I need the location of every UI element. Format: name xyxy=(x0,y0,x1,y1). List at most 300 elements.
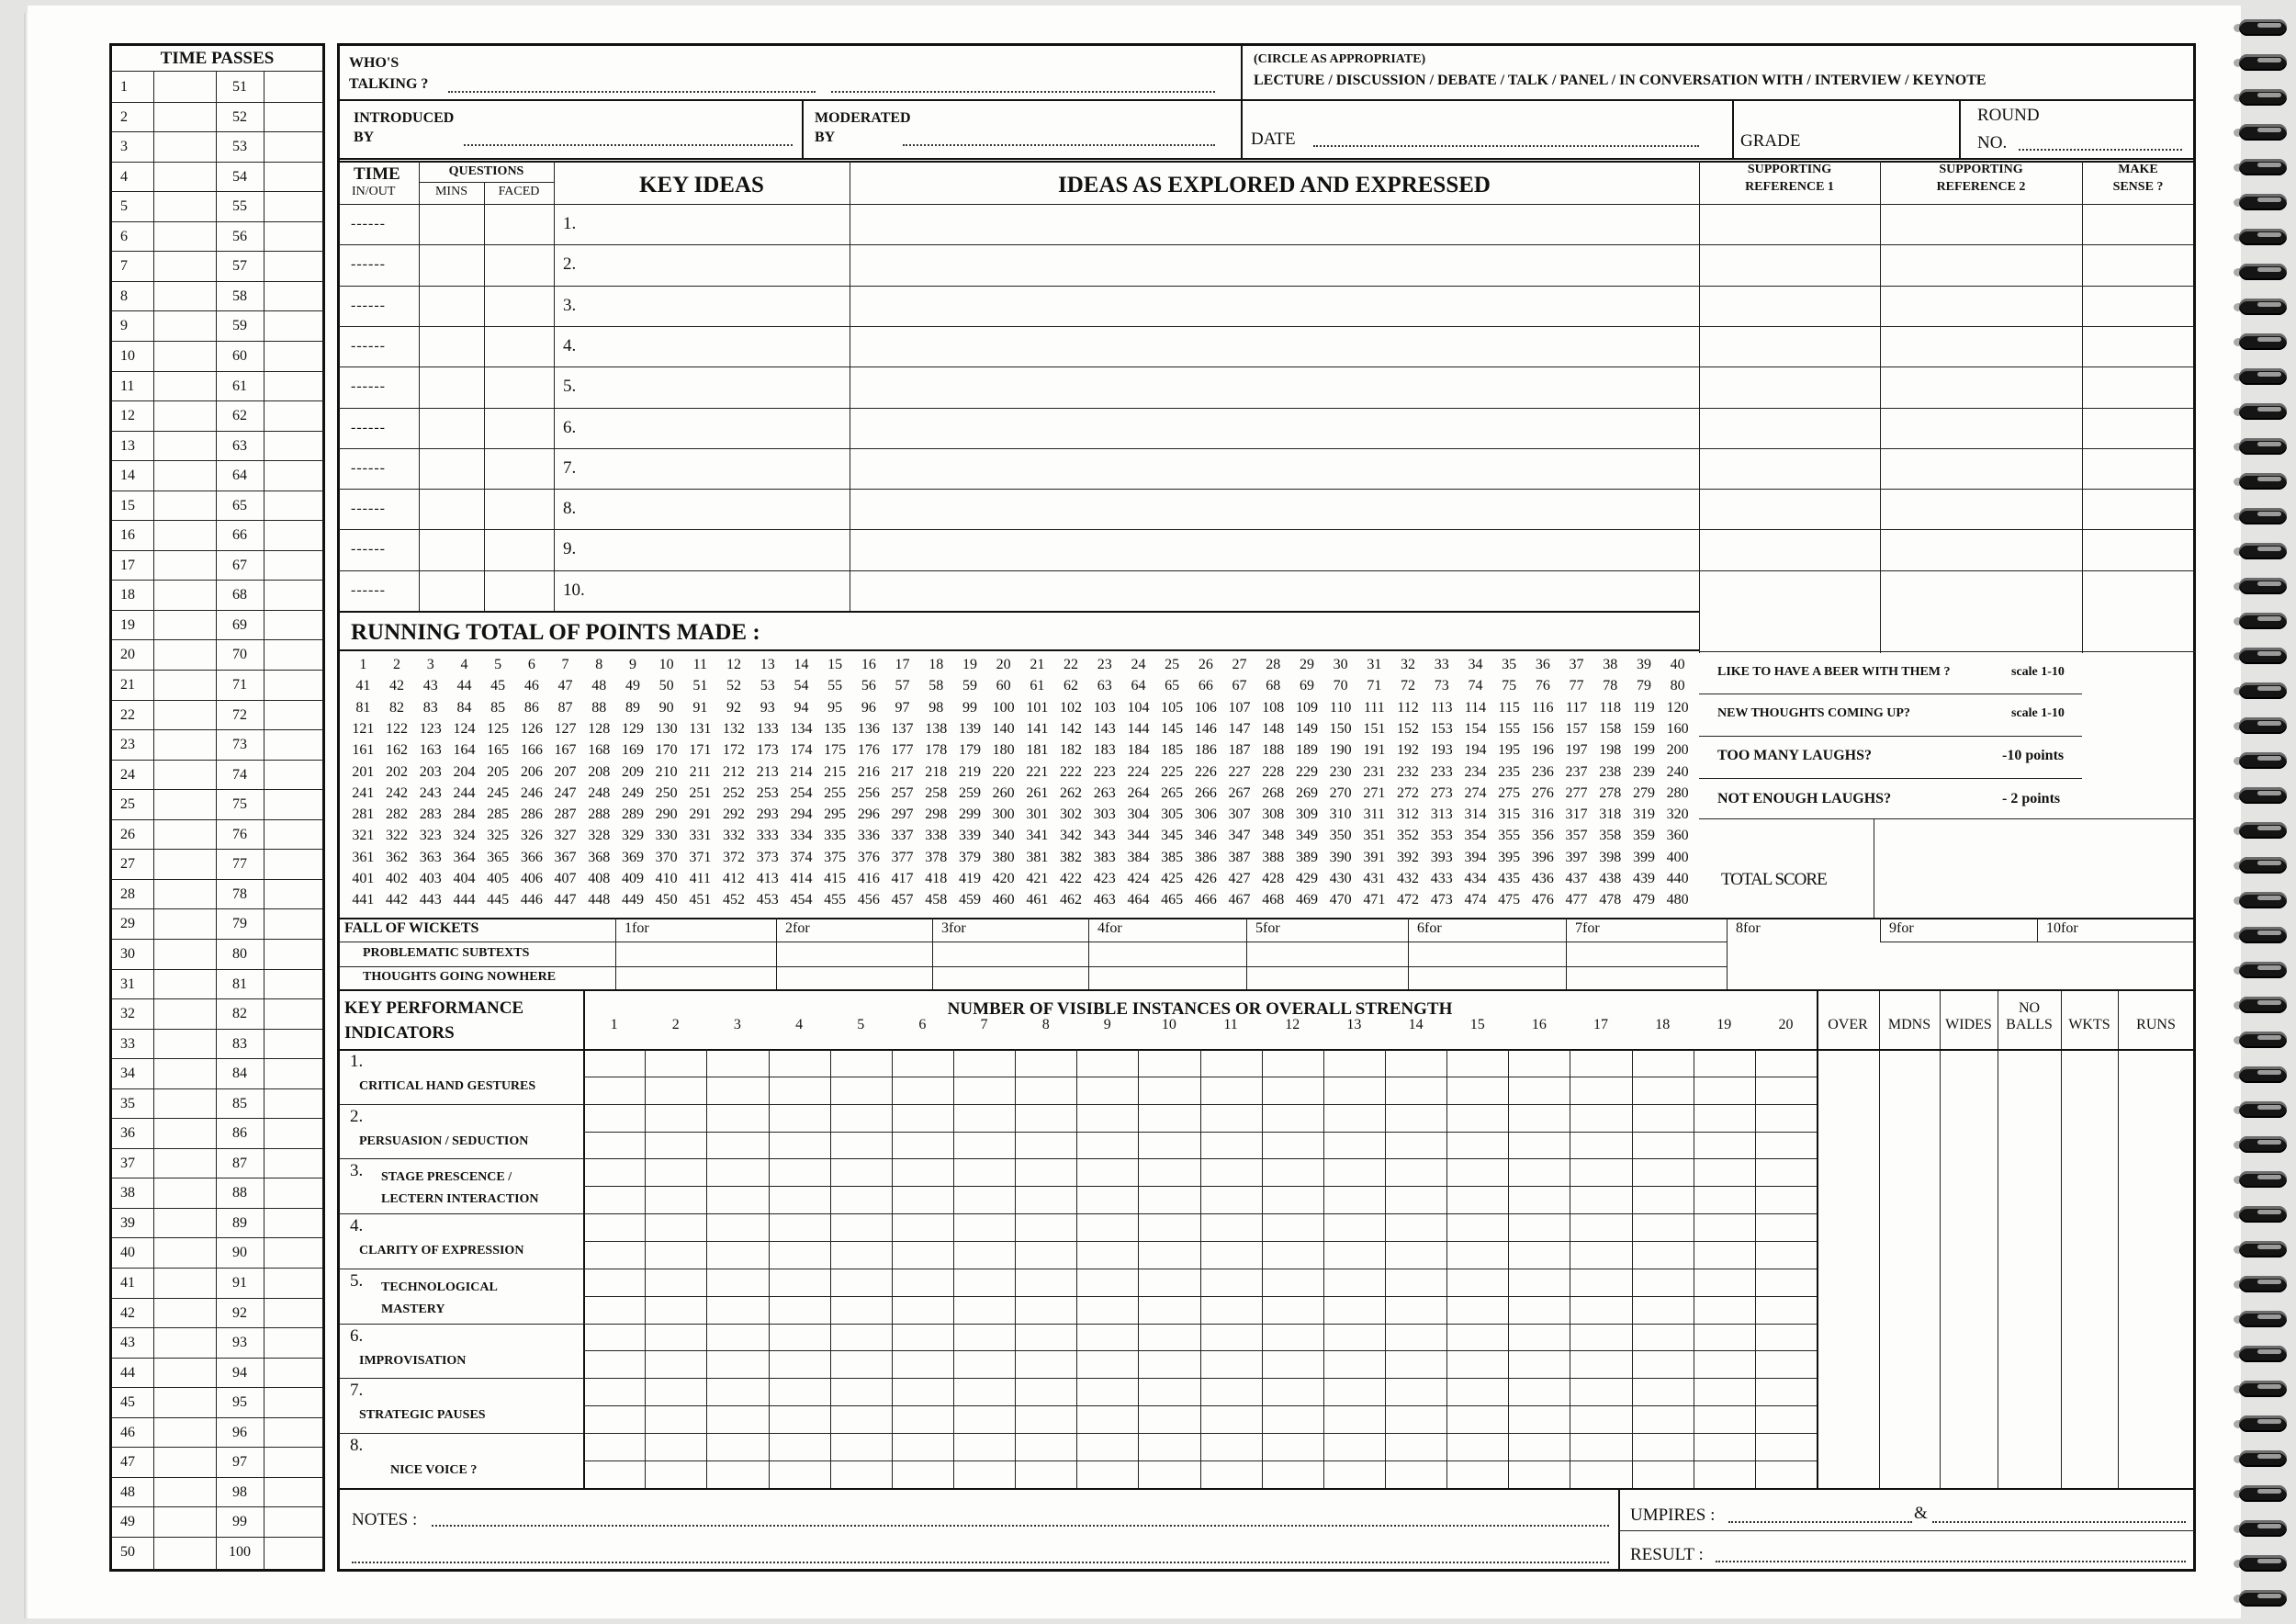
point-number[interactable]: 419 xyxy=(958,871,981,886)
point-number[interactable]: 303 xyxy=(1093,806,1116,823)
point-number[interactable]: 321 xyxy=(352,828,375,844)
point-number[interactable]: 310 xyxy=(1329,806,1352,823)
point-number[interactable]: 24 xyxy=(1131,657,1146,672)
point-number[interactable]: 241 xyxy=(352,784,375,801)
time-in-out-field[interactable]: ------ xyxy=(351,378,386,395)
point-number[interactable]: 323 xyxy=(419,828,442,844)
point-number[interactable]: 74 xyxy=(1468,678,1483,694)
point-number[interactable]: 187 xyxy=(1228,742,1251,759)
point-number[interactable]: 465 xyxy=(1161,892,1184,908)
point-number[interactable]: 16 xyxy=(861,657,876,672)
time-in-out-field[interactable]: ------ xyxy=(351,541,386,558)
point-number[interactable]: 85 xyxy=(490,699,506,716)
moderated-by-field[interactable] xyxy=(903,144,1215,146)
point-number[interactable]: 319 xyxy=(1632,806,1655,823)
point-number[interactable]: 17 xyxy=(895,657,910,672)
point-number[interactable]: 468 xyxy=(1262,892,1285,908)
point-number[interactable]: 122 xyxy=(386,720,409,737)
point-number[interactable]: 287 xyxy=(554,806,577,823)
point-number[interactable]: 185 xyxy=(1161,742,1184,759)
point-number[interactable]: 408 xyxy=(588,871,611,886)
point-number[interactable]: 266 xyxy=(1194,784,1217,801)
point-number[interactable]: 455 xyxy=(824,892,847,908)
point-number[interactable]: 374 xyxy=(790,849,813,865)
point-number[interactable]: 176 xyxy=(857,742,880,759)
point-number[interactable]: 439 xyxy=(1632,871,1655,886)
point-number[interactable]: 458 xyxy=(925,892,948,908)
whos-talking-field[interactable] xyxy=(448,91,816,93)
point-number[interactable]: 232 xyxy=(1397,763,1420,780)
point-number[interactable]: 298 xyxy=(925,806,948,823)
point-number[interactable]: 347 xyxy=(1228,828,1251,844)
point-number[interactable]: 432 xyxy=(1397,871,1420,886)
point-number[interactable]: 375 xyxy=(824,849,847,865)
point-number[interactable]: 107 xyxy=(1228,699,1251,716)
point-number[interactable]: 40 xyxy=(1670,657,1685,672)
point-number[interactable]: 101 xyxy=(1026,699,1049,716)
point-number[interactable]: 211 xyxy=(689,763,712,780)
point-number[interactable]: 334 xyxy=(790,828,813,844)
point-number[interactable]: 152 xyxy=(1397,720,1420,737)
point-number[interactable]: 181 xyxy=(1026,742,1049,759)
point-number[interactable]: 383 xyxy=(1093,849,1116,865)
point-number[interactable]: 207 xyxy=(554,763,577,780)
point-number[interactable]: 167 xyxy=(554,742,577,759)
point-number[interactable]: 36 xyxy=(1535,657,1550,672)
point-number[interactable]: 228 xyxy=(1262,763,1285,780)
point-number[interactable]: 314 xyxy=(1464,806,1487,823)
point-number[interactable]: 256 xyxy=(857,784,880,801)
point-number[interactable]: 112 xyxy=(1397,699,1419,716)
point-number[interactable]: 297 xyxy=(891,806,914,823)
point-number[interactable]: 65 xyxy=(1165,678,1180,694)
point-number[interactable]: 291 xyxy=(689,806,712,823)
point-number[interactable]: 236 xyxy=(1531,763,1554,780)
point-number[interactable]: 352 xyxy=(1397,828,1420,844)
point-number[interactable]: 264 xyxy=(1127,784,1150,801)
wicket-cell[interactable]: 7for xyxy=(1575,920,1600,936)
idea-explored-field[interactable] xyxy=(854,531,1694,568)
point-number[interactable]: 449 xyxy=(621,892,644,908)
point-number[interactable]: 479 xyxy=(1632,892,1655,908)
point-number[interactable]: 11 xyxy=(692,657,708,672)
point-number[interactable]: 351 xyxy=(1363,828,1386,844)
idea-explored-field[interactable] xyxy=(854,288,1694,324)
point-number[interactable]: 294 xyxy=(790,806,813,823)
point-number[interactable]: 171 xyxy=(689,742,712,759)
point-number[interactable]: 8 xyxy=(595,657,603,672)
point-number[interactable]: 425 xyxy=(1161,871,1184,886)
point-number[interactable]: 293 xyxy=(756,806,779,823)
point-number[interactable]: 128 xyxy=(588,720,611,737)
point-number[interactable]: 262 xyxy=(1060,784,1083,801)
point-number[interactable]: 389 xyxy=(1295,849,1318,865)
point-number[interactable]: 365 xyxy=(487,849,510,865)
point-number[interactable]: 364 xyxy=(453,849,476,865)
point-number[interactable]: 420 xyxy=(992,871,1015,886)
point-number[interactable]: 338 xyxy=(925,828,948,844)
point-number[interactable]: 384 xyxy=(1127,849,1150,865)
talk-format-options[interactable]: LECTURE / DISCUSSION / DEBATE / TALK / PANEL / IN CONVERSATION WITH / INTERVIEW / KEYNOTE xyxy=(1254,73,1986,88)
point-number[interactable]: 178 xyxy=(925,742,948,759)
point-number[interactable]: 142 xyxy=(1060,720,1083,737)
point-number[interactable]: 251 xyxy=(689,784,712,801)
point-number[interactable]: 223 xyxy=(1093,763,1116,780)
point-number[interactable]: 161 xyxy=(352,742,375,759)
point-number[interactable]: 337 xyxy=(891,828,914,844)
point-number[interactable]: 184 xyxy=(1127,742,1150,759)
whos-talking-field-2[interactable] xyxy=(831,91,1215,93)
point-number[interactable]: 114 xyxy=(1464,699,1487,716)
point-number[interactable]: 37 xyxy=(1569,657,1584,672)
point-number[interactable]: 469 xyxy=(1295,892,1318,908)
point-number[interactable]: 304 xyxy=(1127,806,1150,823)
point-number[interactable]: 226 xyxy=(1194,763,1217,780)
point-number[interactable]: 69 xyxy=(1299,678,1314,694)
point-number[interactable]: 135 xyxy=(824,720,847,737)
point-number[interactable]: 197 xyxy=(1565,742,1588,759)
notes-field[interactable] xyxy=(432,1525,1609,1527)
point-number[interactable]: 471 xyxy=(1363,892,1386,908)
time-in-out-field[interactable]: ------ xyxy=(351,419,386,435)
point-number[interactable]: 379 xyxy=(958,849,981,865)
point-number[interactable]: 275 xyxy=(1498,784,1521,801)
point-number[interactable]: 147 xyxy=(1228,720,1251,737)
point-number[interactable]: 245 xyxy=(487,784,510,801)
point-number[interactable]: 385 xyxy=(1161,849,1184,865)
point-number[interactable]: 12 xyxy=(726,657,742,672)
point-number[interactable]: 91 xyxy=(692,699,708,716)
point-number[interactable]: 326 xyxy=(520,828,543,844)
point-number[interactable]: 144 xyxy=(1127,720,1150,737)
point-number[interactable]: 261 xyxy=(1026,784,1049,801)
point-number[interactable]: 103 xyxy=(1093,699,1116,716)
point-number[interactable]: 413 xyxy=(756,871,779,886)
point-number[interactable]: 466 xyxy=(1194,892,1217,908)
point-number[interactable]: 242 xyxy=(386,784,409,801)
point-number[interactable]: 417 xyxy=(891,871,914,886)
point-number[interactable]: 427 xyxy=(1228,871,1251,886)
point-number[interactable]: 406 xyxy=(520,871,543,886)
point-number[interactable]: 359 xyxy=(1632,828,1655,844)
point-number[interactable]: 121 xyxy=(352,720,375,737)
point-number[interactable]: 224 xyxy=(1127,763,1150,780)
point-number[interactable]: 401 xyxy=(352,871,375,886)
point-number[interactable]: 179 xyxy=(958,742,981,759)
point-number[interactable]: 356 xyxy=(1531,828,1554,844)
point-number[interactable]: 254 xyxy=(790,784,813,801)
point-number[interactable]: 476 xyxy=(1531,892,1554,908)
point-number[interactable]: 104 xyxy=(1127,699,1150,716)
point-number[interactable]: 106 xyxy=(1194,699,1217,716)
time-in-out-field[interactable]: ------ xyxy=(351,501,386,517)
point-number[interactable]: 317 xyxy=(1565,806,1588,823)
point-number[interactable]: 150 xyxy=(1329,720,1352,737)
point-number[interactable]: 440 xyxy=(1666,871,1689,886)
point-number[interactable]: 123 xyxy=(419,720,442,737)
point-number[interactable]: 324 xyxy=(453,828,476,844)
point-number[interactable]: 22 xyxy=(1064,657,1079,672)
point-number[interactable]: 62 xyxy=(1064,678,1079,694)
point-number[interactable]: 168 xyxy=(588,742,611,759)
point-number[interactable]: 341 xyxy=(1026,828,1049,844)
point-number[interactable]: 446 xyxy=(520,892,543,908)
point-number[interactable]: 76 xyxy=(1535,678,1550,694)
point-number[interactable]: 157 xyxy=(1565,720,1588,737)
point-number[interactable]: 46 xyxy=(523,678,539,694)
point-number[interactable]: 451 xyxy=(689,892,712,908)
point-number[interactable]: 464 xyxy=(1127,892,1150,908)
point-number[interactable]: 422 xyxy=(1060,871,1083,886)
point-number[interactable]: 102 xyxy=(1060,699,1083,716)
point-number[interactable]: 155 xyxy=(1498,720,1521,737)
point-number[interactable]: 381 xyxy=(1026,849,1049,865)
idea-explored-field[interactable] xyxy=(854,450,1694,487)
point-number[interactable]: 271 xyxy=(1363,784,1386,801)
point-number[interactable]: 192 xyxy=(1397,742,1420,759)
point-number[interactable]: 190 xyxy=(1329,742,1352,759)
point-number[interactable]: 61 xyxy=(1030,678,1045,694)
point-number[interactable]: 30 xyxy=(1333,657,1348,672)
point-number[interactable]: 320 xyxy=(1666,806,1689,823)
point-number[interactable]: 423 xyxy=(1093,871,1116,886)
point-number[interactable]: 163 xyxy=(419,742,442,759)
point-number[interactable]: 94 xyxy=(793,699,809,716)
point-number[interactable]: 141 xyxy=(1026,720,1049,737)
point-number[interactable]: 412 xyxy=(723,871,746,886)
point-number[interactable]: 386 xyxy=(1194,849,1217,865)
point-number[interactable]: 28 xyxy=(1266,657,1281,672)
point-number[interactable]: 454 xyxy=(790,892,813,908)
point-number[interactable]: 445 xyxy=(487,892,510,908)
point-number[interactable]: 2 xyxy=(393,657,401,672)
point-number[interactable]: 1 xyxy=(359,657,367,672)
point-number[interactable]: 205 xyxy=(487,763,510,780)
point-number[interactable]: 140 xyxy=(992,720,1015,737)
point-number[interactable]: 56 xyxy=(861,678,876,694)
point-number[interactable]: 209 xyxy=(621,763,644,780)
point-number[interactable]: 403 xyxy=(419,871,442,886)
point-number[interactable]: 444 xyxy=(453,892,476,908)
point-number[interactable]: 402 xyxy=(386,871,409,886)
point-number[interactable]: 68 xyxy=(1266,678,1281,694)
point-number[interactable]: 66 xyxy=(1198,678,1213,694)
point-number[interactable]: 405 xyxy=(487,871,510,886)
point-number[interactable]: 407 xyxy=(554,871,577,886)
point-number[interactable]: 52 xyxy=(726,678,742,694)
point-number[interactable]: 358 xyxy=(1599,828,1622,844)
point-number[interactable]: 278 xyxy=(1599,784,1622,801)
point-number[interactable]: 322 xyxy=(386,828,409,844)
point-number[interactable]: 335 xyxy=(824,828,847,844)
point-number[interactable]: 452 xyxy=(723,892,746,908)
point-number[interactable]: 441 xyxy=(352,892,375,908)
point-number[interactable]: 258 xyxy=(925,784,948,801)
point-number[interactable]: 336 xyxy=(857,828,880,844)
idea-explored-field[interactable] xyxy=(854,410,1694,446)
point-number[interactable]: 453 xyxy=(756,892,779,908)
point-number[interactable]: 295 xyxy=(824,806,847,823)
point-number[interactable]: 301 xyxy=(1026,806,1049,823)
point-number[interactable]: 418 xyxy=(925,871,948,886)
point-number[interactable]: 463 xyxy=(1093,892,1116,908)
round-no-field[interactable] xyxy=(2019,149,2182,151)
point-number[interactable]: 170 xyxy=(655,742,678,759)
time-in-out-field[interactable]: ------ xyxy=(351,216,386,231)
point-number[interactable]: 189 xyxy=(1295,742,1318,759)
point-number[interactable]: 237 xyxy=(1565,763,1588,780)
point-number[interactable]: 457 xyxy=(891,892,914,908)
point-number[interactable]: 263 xyxy=(1093,784,1116,801)
point-number[interactable]: 153 xyxy=(1430,720,1453,737)
point-number[interactable]: 391 xyxy=(1363,849,1386,865)
notes-field-2[interactable] xyxy=(352,1562,1609,1563)
point-number[interactable]: 395 xyxy=(1498,849,1521,865)
point-number[interactable]: 353 xyxy=(1430,828,1453,844)
point-number[interactable]: 238 xyxy=(1599,763,1622,780)
point-number[interactable]: 154 xyxy=(1464,720,1487,737)
point-number[interactable]: 443 xyxy=(419,892,442,908)
point-number[interactable]: 363 xyxy=(419,849,442,865)
point-number[interactable]: 214 xyxy=(790,763,813,780)
wicket-cell[interactable]: 2for xyxy=(785,920,810,936)
point-number[interactable]: 289 xyxy=(621,806,644,823)
wicket-cell[interactable]: 5for xyxy=(1255,920,1280,936)
point-number[interactable]: 354 xyxy=(1464,828,1487,844)
point-number[interactable]: 45 xyxy=(490,678,506,694)
point-number[interactable]: 344 xyxy=(1127,828,1150,844)
point-number[interactable]: 194 xyxy=(1464,742,1487,759)
point-number[interactable]: 51 xyxy=(692,678,708,694)
point-number[interactable]: 462 xyxy=(1060,892,1083,908)
wicket-cell[interactable]: 9for xyxy=(1889,920,1914,936)
point-number[interactable]: 436 xyxy=(1531,871,1554,886)
point-number[interactable]: 23 xyxy=(1097,657,1112,672)
point-number[interactable]: 409 xyxy=(621,871,644,886)
point-number[interactable]: 208 xyxy=(588,763,611,780)
point-number[interactable]: 93 xyxy=(760,699,775,716)
point-number[interactable]: 109 xyxy=(1295,699,1318,716)
point-number[interactable]: 111 xyxy=(1363,699,1385,716)
point-number[interactable]: 48 xyxy=(591,678,607,694)
point-number[interactable]: 96 xyxy=(861,699,876,716)
point-number[interactable]: 156 xyxy=(1531,720,1554,737)
point-number[interactable]: 366 xyxy=(520,849,543,865)
time-in-out-field[interactable]: ------ xyxy=(351,337,386,354)
point-number[interactable]: 431 xyxy=(1363,871,1386,886)
point-number[interactable]: 424 xyxy=(1127,871,1150,886)
point-number[interactable]: 239 xyxy=(1632,763,1655,780)
point-number[interactable]: 7 xyxy=(561,657,569,672)
point-number[interactable]: 286 xyxy=(520,806,543,823)
point-number[interactable]: 255 xyxy=(824,784,847,801)
point-number[interactable]: 316 xyxy=(1531,806,1554,823)
point-number[interactable]: 330 xyxy=(655,828,678,844)
point-number[interactable]: 82 xyxy=(389,699,405,716)
idea-explored-field[interactable] xyxy=(854,328,1694,365)
point-number[interactable]: 165 xyxy=(487,742,510,759)
point-number[interactable]: 343 xyxy=(1093,828,1116,844)
point-number[interactable]: 279 xyxy=(1632,784,1655,801)
point-number[interactable]: 149 xyxy=(1295,720,1318,737)
point-number[interactable]: 145 xyxy=(1161,720,1184,737)
point-number[interactable]: 212 xyxy=(723,763,746,780)
point-number[interactable]: 265 xyxy=(1161,784,1184,801)
point-number[interactable]: 368 xyxy=(588,849,611,865)
point-number[interactable]: 186 xyxy=(1194,742,1217,759)
point-number[interactable]: 434 xyxy=(1464,871,1487,886)
point-number[interactable]: 146 xyxy=(1194,720,1217,737)
point-number[interactable]: 21 xyxy=(1030,657,1045,672)
point-number[interactable]: 442 xyxy=(386,892,409,908)
point-number[interactable]: 115 xyxy=(1498,699,1520,716)
point-number[interactable]: 332 xyxy=(723,828,746,844)
point-number[interactable]: 139 xyxy=(958,720,981,737)
point-number[interactable]: 244 xyxy=(453,784,476,801)
point-number[interactable]: 272 xyxy=(1397,784,1420,801)
point-number[interactable]: 355 xyxy=(1498,828,1521,844)
point-number[interactable]: 18 xyxy=(929,657,944,672)
umpire-2-field[interactable] xyxy=(1932,1521,2186,1523)
point-number[interactable]: 95 xyxy=(827,699,843,716)
idea-explored-field[interactable] xyxy=(854,491,1694,527)
point-number[interactable]: 89 xyxy=(625,699,640,716)
point-number[interactable]: 44 xyxy=(456,678,472,694)
wicket-cell[interactable]: 1for xyxy=(625,920,649,936)
point-number[interactable]: 252 xyxy=(723,784,746,801)
point-number[interactable]: 225 xyxy=(1161,763,1184,780)
point-number[interactable]: 119 xyxy=(1633,699,1655,716)
point-number[interactable]: 309 xyxy=(1295,806,1318,823)
point-number[interactable]: 299 xyxy=(958,806,981,823)
date-field[interactable] xyxy=(1313,145,1699,147)
point-number[interactable]: 393 xyxy=(1430,849,1453,865)
point-number[interactable]: 196 xyxy=(1531,742,1554,759)
point-number[interactable]: 456 xyxy=(857,892,880,908)
point-number[interactable]: 357 xyxy=(1565,828,1588,844)
point-number[interactable]: 42 xyxy=(389,678,405,694)
point-number[interactable]: 32 xyxy=(1401,657,1416,672)
point-number[interactable]: 342 xyxy=(1060,828,1083,844)
point-number[interactable]: 73 xyxy=(1434,678,1449,694)
point-number[interactable]: 34 xyxy=(1468,657,1483,672)
point-number[interactable]: 296 xyxy=(857,806,880,823)
point-number[interactable]: 390 xyxy=(1329,849,1352,865)
point-number[interactable]: 257 xyxy=(891,784,914,801)
point-number[interactable]: 411 xyxy=(689,871,712,886)
point-number[interactable]: 151 xyxy=(1363,720,1386,737)
point-number[interactable]: 329 xyxy=(621,828,644,844)
umpire-1-field[interactable] xyxy=(1728,1521,1912,1523)
point-number[interactable]: 325 xyxy=(487,828,510,844)
point-number[interactable]: 247 xyxy=(554,784,577,801)
point-number[interactable]: 429 xyxy=(1295,871,1318,886)
point-number[interactable]: 130 xyxy=(655,720,678,737)
point-number[interactable]: 267 xyxy=(1228,784,1251,801)
point-number[interactable]: 172 xyxy=(723,742,746,759)
point-number[interactable]: 43 xyxy=(422,678,438,694)
point-number[interactable]: 276 xyxy=(1531,784,1554,801)
wicket-cell[interactable]: 3for xyxy=(941,920,966,936)
point-number[interactable]: 339 xyxy=(958,828,981,844)
point-number[interactable]: 448 xyxy=(588,892,611,908)
point-number[interactable]: 349 xyxy=(1295,828,1318,844)
idea-explored-field[interactable] xyxy=(854,206,1694,242)
point-number[interactable]: 450 xyxy=(655,892,678,908)
point-number[interactable]: 90 xyxy=(658,699,674,716)
point-number[interactable]: 59 xyxy=(962,678,977,694)
point-number[interactable]: 174 xyxy=(790,742,813,759)
